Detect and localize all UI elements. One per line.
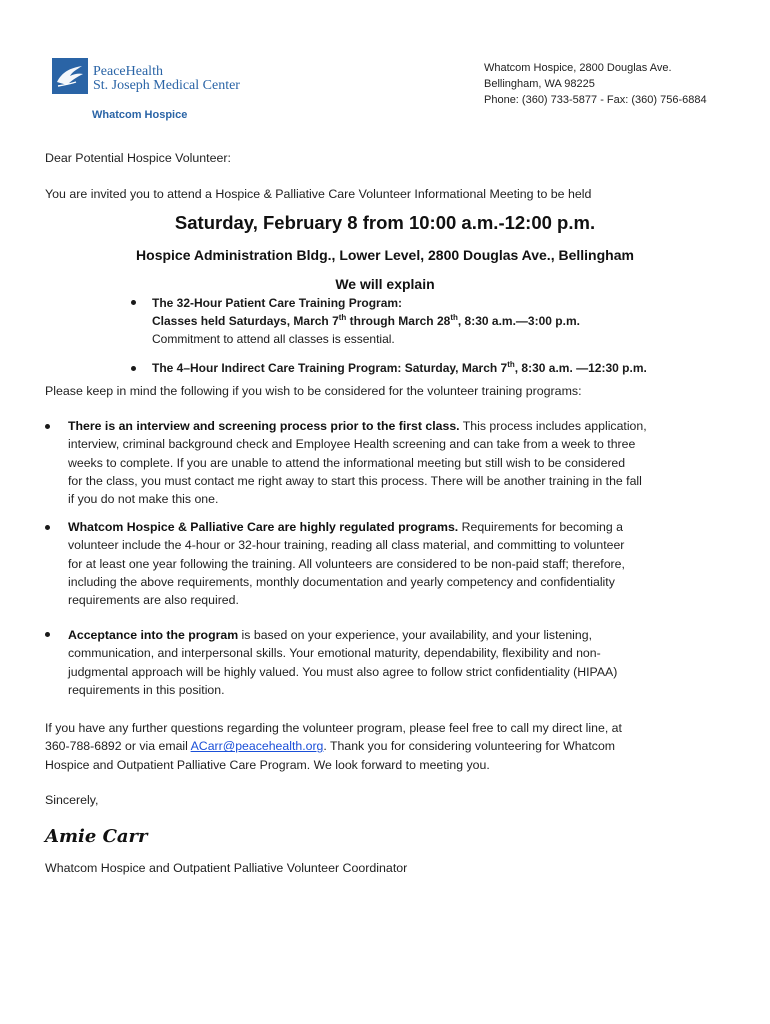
bullet-acceptance: Acceptance into the program is based on your experience, your availability, and your listening, communication, and interpersonal skills. Your emotional maturity, dependability, flexibility and non- judgmental approach will be highly valued. You must also agree to follow strict confidentiality (HIPAA) requirements in this position. [68,628,618,697]
program-32-hour-classes: Classes held Saturdays, March 7th through March 28th, 8:30 a.m.—3:00 p.m. [152,313,580,328]
sincerely: Sincerely, [45,793,99,807]
bullet-dot [45,525,50,530]
invitation-text: You are invited you to attend a Hospice & Palliative Care Volunteer Informational Meeting to be held [45,187,592,201]
address-phone-fax: Phone: (360) 733-5877 - Fax: (360) 756-6884 [484,94,707,106]
keep-in-mind-text: Please keep in mind the following if you wish to be considered for the volunteer training programs: [45,384,582,398]
program-32-hour [152,294,580,348]
event-location: Hospice Administration Bldg., Lower Level, 2800 Douglas Ave., Bellingham [136,247,634,263]
program-32-hour-commitment: Commitment to attend all classes is essential. [152,332,395,346]
address-line: Bellingham, WA 98225 [484,78,595,90]
bullet-dot [45,424,50,429]
bullet-interview-screening: There is an interview and screening process prior to the first class. This process includes application, interview, criminal background check and Employee Health screening and can take from a week to three weeks to complete. If you are unable to attend the informational meeting but still wish to be considered for the class, you must contact me right away to start this process. There will be another training in the fall if you do not make this one. [68,419,647,507]
peacehealth-logo [52,58,272,124]
bullet-dot [131,366,136,371]
salutation: Dear Potential Hospice Volunteer: [45,151,231,165]
program-32-hour-title: The 32-Hour Patient Care Training Program: [152,296,403,310]
coordinator-title: Whatcom Hospice and Outpatient Palliative Volunteer Coordinator [45,861,408,875]
address-line: Whatcom Hospice, 2800 Douglas Ave. [484,62,672,74]
return-address [484,60,707,108]
logo-line-whatcom-hospice: Whatcom Hospice [92,109,188,121]
signature: Amie Carr [45,826,148,847]
logo-line-peacehealth: PeaceHealth [93,64,163,79]
dove-icon [52,58,88,94]
program-4-hour: The 4–Hour Indirect Care Training Program: Saturday, March 7th, 8:30 a.m. —12:30 p.m. [152,360,647,375]
bullet-regulated-programs: Whatcom Hospice & Palliative Care are highly regulated programs. Requirements for becoming a volunteer include the 4-hour or 32-hour training, reading all class material, and committing to volunteer for at least one year following the training. All volunteers are considered to be non-paid staff; therefore, including the above requirements, monthly documentation and yearly competency and confidentiality requirements are also required. [68,520,625,608]
event-date: Saturday, February 8 from 10:00 a.m.-12:00 p.m. [174,212,596,233]
logo-line-medical-center: St. Joseph Medical Center [93,78,240,93]
bullet-dot [45,632,50,637]
explain-heading: We will explain [335,276,435,292]
closing-paragraph: If you have any further questions regarding the volunteer program, please feel free to call my direct line, at 360-788-6892 or via email ACarr@peacehealth.org. Thank you for considering volunteering for Whatcom Hospice and Outpatient Palliative Care Program. We look forward to meeting you. [45,721,622,772]
email-link[interactable]: ACarr@peacehealth.org [190,739,324,754]
bullet-dot [131,300,136,305]
